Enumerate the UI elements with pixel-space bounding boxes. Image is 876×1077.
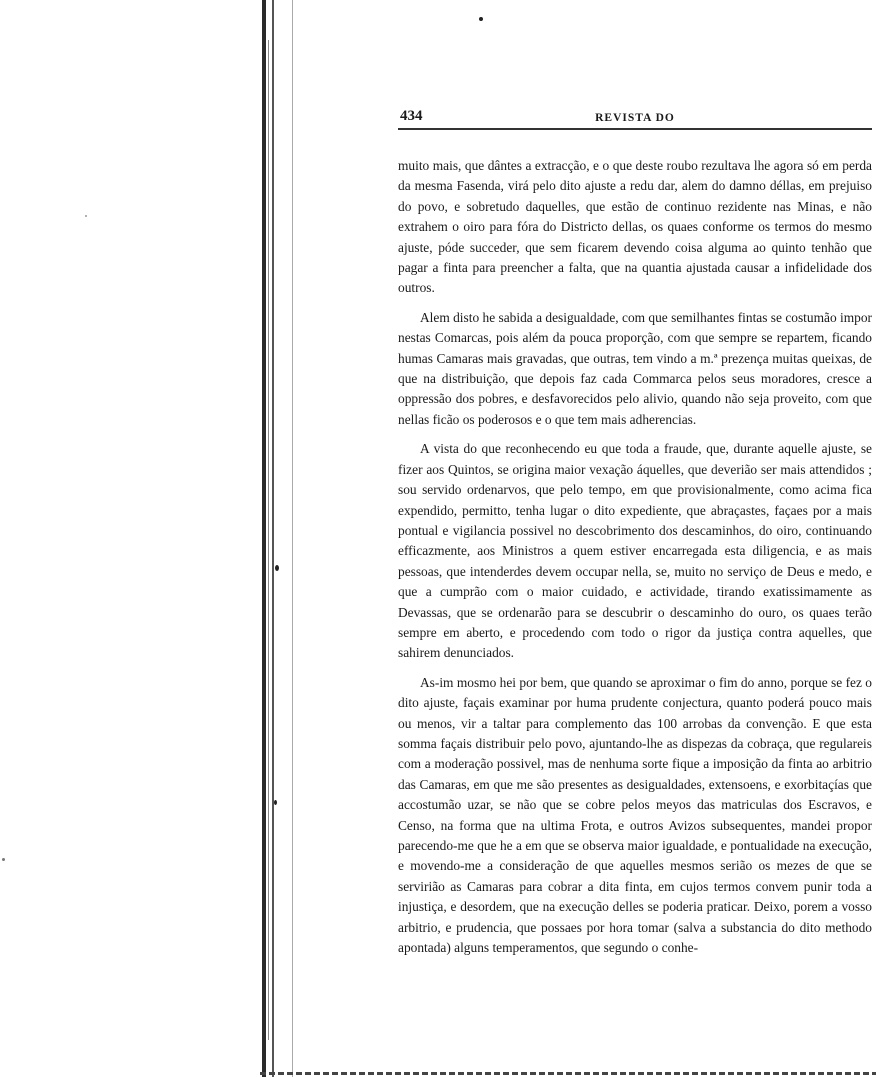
scan-speck — [479, 17, 483, 21]
document-page — [398, 104, 872, 967]
paragraph: muito mais, que dântes a extracção, e o que deste roubo rezultava lhe agora só em perda da mesma Fasenda, virá pelo dito ajuste a redu dar, alem do damno déllas, em prejuiso do povo, e sobretudo daquelles, que estão de continuo rezidente nas Minas, e não extrahem o oiro para fóra do Districto dellas, os quaes conforme os termos do mesmo ajuste, póde succeder, que sem ficarem devendo coisa alguma ao quinto tenhão que pagar a finta para preencher a falta, que na quantia ajustada causar a infidelidade dos outros. — [398, 158, 872, 296]
spine-faint-line — [268, 40, 269, 1040]
paragraph: As-im mosmo hei por bem, que quando se aproximar o fim do anno, porque se fez o dito ajuste, façais examinar por huma prudente conjectura, quanto poderá pouco mais ou menos, vir a taltar para complemento das 100 arrobas da convenção. E que esta somma façais distribuir pelo povo, ajuntando-lhe as dispezas da cobraça, que regulareis com a moderação possivel, mas de nenhuma sorte fique a imposição da finta ao arbitrio das Camaras, em que me são presentes as desigualdades, extensoens, e exorbitaçías que accostumão uzar, se não que se cobre pelos meyos das matriculas dos Escravos, e Censo, na forma que na ultima Frota, e outros Avizos subsequentes, mandei propor parecendo-me que he a em que se observa maior igualdade, e pontualidade na execução, e movendo-me a consideração de que aquelles mesmos serião os mezes de que se servirião as Camaras para cobrar a dita finta, em cujos termos convem punir toda a injustiça, e desordem, que na execução delles se poderia praticar. Deixo, porem a vosso arbitrio, e prudencia, que possaes por hora tomar (salva a substancia do dito methodo apontada) alguns temperamentos, que segundo o conhe- — [398, 674, 872, 956]
running-head — [398, 104, 872, 130]
spine-shadow-line — [262, 0, 266, 1077]
binding-gutter — [0, 0, 300, 1077]
running-title: REVISTA DO — [595, 112, 675, 124]
paragraph: Alem disto he sabida a desigualdade, com que semilhantes fintas se costumão impor nestas Comarcas, pois além da pouca proporção, com que sempre se repartem, ficando humas Camaras mais gravadas, que outras, tem vindo a m.ª prezença muitas queixas, de que na distribuição, que depois faz cada Commarca pelos seus moradores, cresce a oppressão dos pobres, e desfavorecidos pelo alivio, quando não seja proveito, com que nellas ficão os poderosos e o que tem mais adherencias. — [398, 309, 872, 427]
spine-edge-line — [292, 0, 293, 1077]
binding-speck — [274, 800, 277, 805]
scan-speck — [2, 858, 5, 861]
spine-inner-line — [272, 0, 274, 1077]
page-number: 434 — [400, 108, 423, 124]
scan-speck — [85, 215, 87, 217]
binding-speck — [275, 565, 279, 571]
body-text — [398, 156, 872, 958]
paragraph: A vista do que reconhecendo eu que toda a fraude, que, durante aquelle ajuste, se fizer aos Quintos, se origina maior vexação áquelles, que deverião ser mais attendidos ; sou servido ordenarvos, que pelo tempo, em que provisionalmente, como acima fica expendido, permitto, tenha lugar o dito expediente, que abraçastes, façaes por a mais pontual e vigilancia possivel no descobrimento dos descaminhos, do oiro, continuando efficazmente, aos Ministros a quem estiver encarregada esta diligencia, e as mais pessoas, que intenderdes devem occupar nella, se, muito no serviço de Deus e medo, e que a cumprão com o maior cuidado, e actividade, tirando exatissimamente as Devassas, que se ordenarão para se descubrir o descaminho do ouro, os quaes terão sempre em aberto, e procedendo com todo o rigor da justiça contra aquelles, que sahirem denunciados. — [398, 441, 872, 661]
page-bottom-edge — [260, 1072, 876, 1075]
